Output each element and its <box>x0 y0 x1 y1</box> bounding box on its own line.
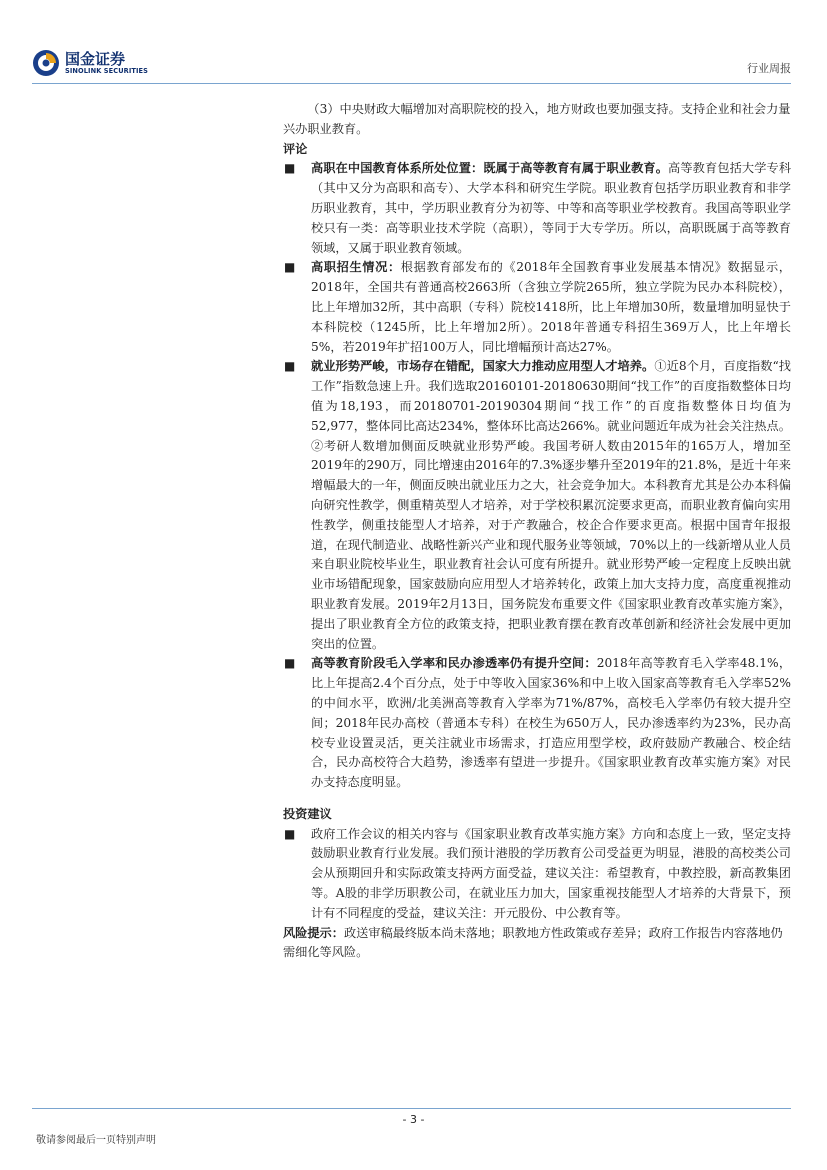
investment-list <box>283 825 791 924</box>
page-number: - 3 - <box>402 1113 425 1126</box>
risk-label: 风险提示： <box>283 925 344 940</box>
comment-item <box>283 258 791 357</box>
comment-item-heading: 就业形势严峻，市场存在错配，国家大力推动应用型人才培养。 <box>311 359 655 374</box>
square-bullet-icon: ■ <box>284 656 296 671</box>
comment-section-title: 评论 <box>283 141 308 156</box>
investment-item <box>283 825 791 924</box>
comment-item <box>283 159 791 258</box>
comment-item <box>283 654 791 793</box>
comment-item-heading: 高职在中国教育体系所处位置：既属于高等教育有属于职业教育。 <box>311 161 669 176</box>
comment-list <box>283 159 791 793</box>
comment-item-text: 高等教育包括大学专科（其中又分为高职和高专）、大学本科和研究生学院。职业教育包括学历职业教育和非学历职业教育，其中，学历职业教育分为初等、中等和高等职业学校教育。我国高等职业学校只有一类：高等职业技术学院（高职），等同于大专学历。所以，高职既属于高等教育领域，又属于职业教育领域。 <box>311 161 792 255</box>
risk-paragraph <box>283 924 791 964</box>
report-type-label: 行业周报 <box>747 62 791 75</box>
comment-item-text: 根据教育部发布的《2018年全国教育事业发展基本情况》数据显示，2018年，全国共有普通高校2663所（含独立学院265所，独立学院为民办本科院校），比上年增加32所，其中高职（专科）院校1418所，比上年增加30所，数量增加明显快于本科院校（1245所，比上年增加2所）。2018年普通专科招生369万人，比上年增长5%，若2019年扩招100万人，同比增幅预计高达27%。 <box>311 260 791 354</box>
company-logo <box>32 49 148 77</box>
square-bullet-icon: ■ <box>284 359 296 374</box>
section-spacer <box>283 793 791 805</box>
intro-paragraph: （3）中央财政大幅增加对高职院校的投入，地方财政也要加强支持。支持企业和社会力量兴办职业教育。 <box>283 102 791 136</box>
square-bullet-icon: ■ <box>284 826 296 841</box>
square-bullet-icon: ■ <box>284 260 296 275</box>
disclaimer-text: 敬请参阅最后一页特别声明 <box>36 1135 156 1146</box>
investment-item-text: 政府工作会议的相关内容与《国家职业教育改革实施方案》方向和态度上一致，坚定支持鼓励职业教育行业发展。我们预计港股的学历教育公司受益更为明显，港股的高校类公司会从预期回升和实际政策支持两方面受益，建议关注：希望教育，中教控股，新高教集团等。A股的非学历职教公司，在就业压力加大，国家重视技能型人才培养的大背景下，预计有不同程度的受益，建议关注：开元股份、中公教育等。 <box>311 826 791 920</box>
footer-divider <box>32 1108 791 1109</box>
comment-item-text: 2018年高等教育毛入学率48.1%，比上年提高2.4个百分点，处于中等收入国家36%和中上收入国家高等教育毛入学率52%的中间水平，欧洲/北美洲高等教育入学率为71%/87%，高校毛入学率仍有较大提升空间；2018年民办高校（普通本专科）在校生为650万人，民办渗透率约为23%，民办高校专业设置灵活，更关注就业市场需求，打造应用型学校，政府鼓励产教融合、校企结合，民办高校符合大趋势，渗透率有望进一步提升。《国家职业教育改革实施方案》对民办支持态度明显。 <box>311 656 792 790</box>
logo-english-name: SINOLINK SECURITIES <box>65 67 148 75</box>
square-bullet-icon: ■ <box>284 161 296 176</box>
comment-item-text: ①近8个月，百度指数“找工作”指数急速上升。我们选取20160101-20180630期间“找工作”的百度指数整体日均值为18,193，而20180701-20190304期间“找工作”的百度指数整体日均值为52,977，整体同比高达234%，整体环比高达266%。就业问题近年成为社会关注热点。②考研人数增加侧面反映就业形势严峻。我国考研人数由2015年的165万人，增加至2019年的290万，同比增速由2016年的7.3%逐步攀升至2019年的21.8%，是近十年来增幅最大的一年，侧面反映出就业压力之大，社会竞争加大。本科教育尤其是公办本科偏向研究性教学，侧重精英型人才培养，对于学校积累沉淀要求更高，而职业教育偏向实用性教学，侧重技能型人才培养，对于产教融合，校企合作要求更高。根据中国青年报报道，在现代制造业、战略性新兴产业和现代服务业等领域，70%以上的一线新增从业人员来自职业院校毕业生，职业教育社会认可度有所提升。就业形势严峻一定程度上反映出就业市场错配现象，国家鼓励向应用型人才培养转化，政策上加大支持力度，高度重视推动职业教育发展。2019年2月13日，国务院发布重要文件《国家职业教育改革实施方案》，提出了职业教育全方位的政策支持，把职业教育摆在教育改革创新和经济社会发展中更加突出的位置。 <box>311 359 791 651</box>
sinolink-logo-icon <box>32 49 60 77</box>
comment-item-heading: 高等教育阶段毛入学率和民办渗透率仍有提升空间： <box>311 656 597 671</box>
logo-chinese-name: 国金证券 <box>65 50 126 68</box>
investment-section-title: 投资建议 <box>283 806 332 821</box>
header-divider <box>32 83 791 84</box>
risk-text: 政送审稿最终版本尚未落地；职教地方性政策或存差异；政府工作报告内容落地仍需细化等风险。 <box>283 925 783 960</box>
page-header <box>0 0 827 90</box>
main-content <box>283 100 791 963</box>
comment-item <box>283 357 791 654</box>
comment-item-heading: 高职招生情况： <box>311 260 401 275</box>
